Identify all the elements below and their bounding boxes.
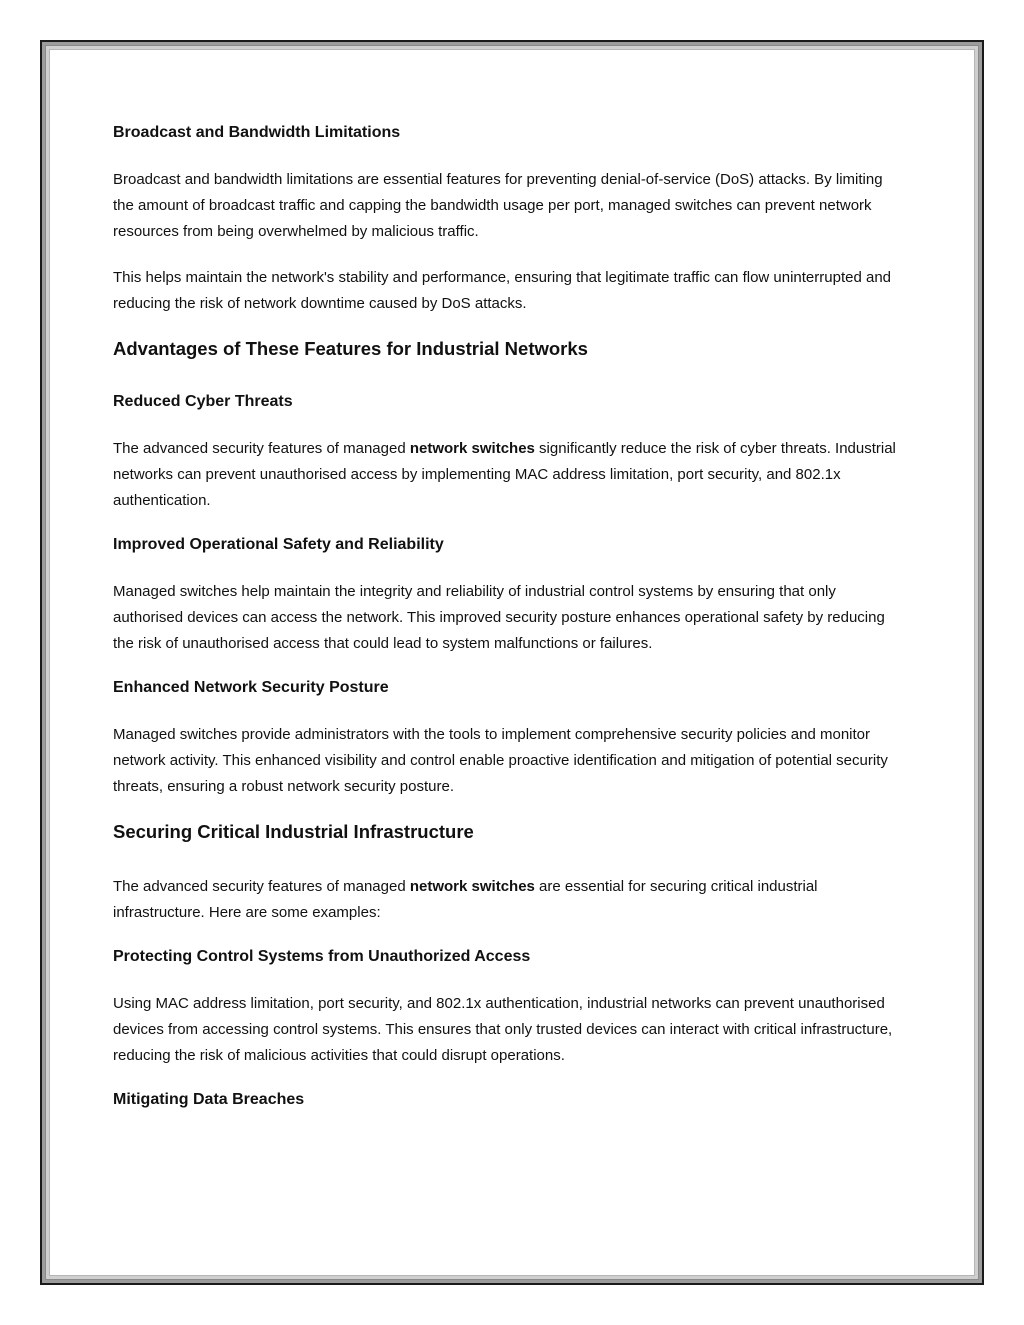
paragraph-reduced-cyber-threats — [113, 436, 905, 514]
heading-reduced-cyber-threats: Reduced Cyber Threats — [113, 393, 293, 410]
text-segment: The advanced security features of managed — [113, 440, 410, 457]
text-segment: significantly reduce the risk of cyber threats. Industrial networks can prevent unauthorised access by implementing MAC address limitation, port security, and 802.1x authentication. — [113, 440, 896, 509]
heading-protecting-control-systems: Protecting Control Systems from Unauthorized Access — [113, 948, 531, 965]
heading-mitigating-data-breaches: Mitigating Data Breaches — [113, 1091, 305, 1108]
text-segment: The advanced security features of managed — [113, 878, 410, 895]
paragraph-infrastructure-intro — [113, 874, 905, 926]
bold-term-network-switches: network switches — [409, 440, 535, 457]
paragraph-security-posture: Managed switches provide administrators with the tools to implement comprehensive security policies and monitor network activity. This enhanced visibility and control enable proactive identification and mitigation of potential security threats, ensuring a robust network security posture. — [113, 726, 888, 795]
document-content — [113, 122, 905, 1134]
heading-broadcast-bandwidth: Broadcast and Bandwidth Limitations — [113, 124, 401, 141]
text-segment: are essential for securing critical industrial infrastructure. Here are some examples: — [113, 878, 818, 921]
heading-advantages: Advantages of These Features for Industrial Networks — [113, 338, 588, 359]
heading-operational-safety: Improved Operational Safety and Reliability — [113, 536, 444, 553]
heading-security-posture: Enhanced Network Security Posture — [113, 679, 389, 696]
heading-securing-infrastructure: Securing Critical Industrial Infrastructure — [113, 821, 474, 842]
bold-term-network-switches: network switches — [409, 878, 535, 895]
paragraph-protecting-control-systems: Using MAC address limitation, port security, and 802.1x authentication, industrial networks can prevent unauthorised devices from accessing control systems. This ensures that only trusted devices can interact with critical infrastructure, reducing the risk of malicious activities that could disrupt operations. — [113, 995, 893, 1064]
paragraph-operational-safety: Managed switches help maintain the integrity and reliability of industrial control systems by ensuring that only authorised devices can access the network. This improved security posture enhances operational safety by reducing the risk of unauthorised access that could lead to system malfunctions or failures. — [113, 583, 885, 652]
paragraph-broadcast-1: Broadcast and bandwidth limitations are essential features for preventing denial-of-service (DoS) attacks. By limiting the amount of broadcast traffic and capping the bandwidth usage per port, managed switches can prevent network resources from being overwhelmed by malicious traffic. — [113, 171, 883, 240]
paragraph-broadcast-2: This helps maintain the network's stability and performance, ensuring that legitimate traffic can flow uninterrupted and reducing the risk of network downtime caused by DoS attacks. — [113, 269, 892, 312]
